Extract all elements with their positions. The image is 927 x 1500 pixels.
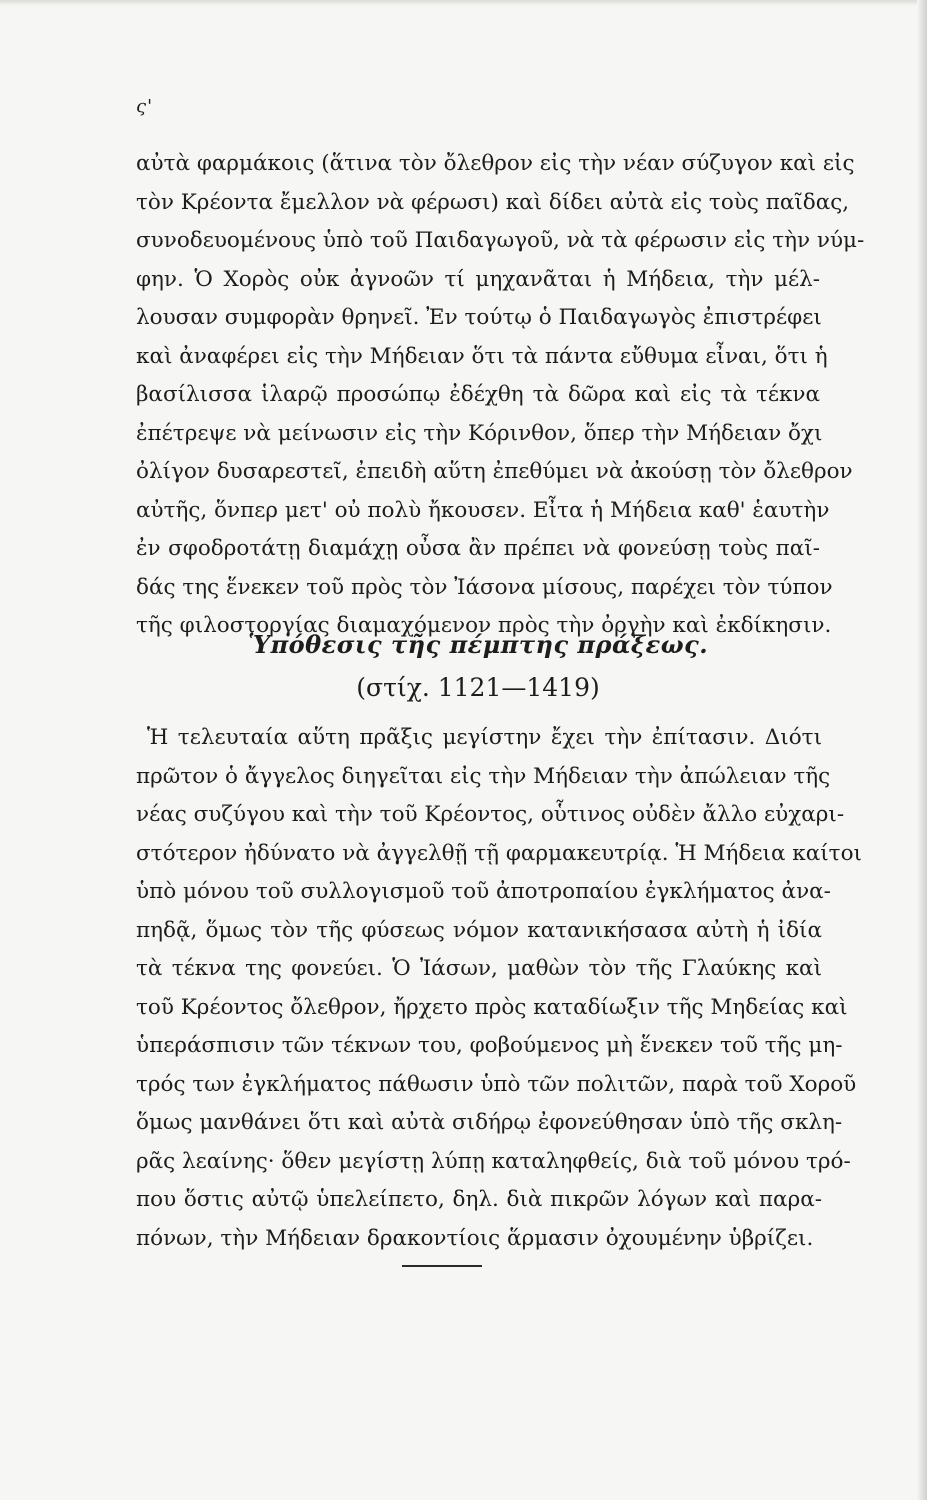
page-number: ς' [136,96,154,117]
text-line: ὑπὸ μόνου τοῦ συλλογισμοῦ τοῦ ἀποτροπαίου ἐγκλήματος ἀνα- [136,879,831,904]
text-line: ὑπεράσπισιν τῶν τέκνων του, φοβούμενος μὴ ἕνεκεν τοῦ τῆς μη- [136,1033,843,1058]
text-line: λουσαν συμφορὰν θρηνεῖ. Ἐν τούτῳ ὁ Παιδαγωγὸς ἐπιστρέφει [136,305,822,330]
act-summary-paragraph [136,719,862,1258]
summary-paragraph [136,145,865,646]
text-line: που ὅστις αὐτῷ ὑπελείπετο, δηλ. διὰ πικρῶν λόγων καὶ παρα- [136,1187,822,1212]
text-line: πηδᾷ, ὅμως τὸν τῆς φύσεως νόμον κατανικήσασα αὐτὴ ἡ ἰδία [136,917,822,943]
text-line: δάς της ἕνεκεν τοῦ πρὸς τὸν Ἰάσονα μίσους, παρέχει τὸν τύπον [136,574,833,600]
text-line: τοῦ Κρέοντος ὄλεθρον, ἤρχετο πρὸς καταδίωξιν τῆς Μηδείας καὶ [136,994,848,1020]
text-line: ὀλίγον δυσαρεστεῖ, ἐπειδὴ αὕτη ἐπεθύμει νὰ ἀκούσῃ τὸν ὄλεθρον [136,459,853,484]
page-right-edge [917,0,927,1500]
text-line: Ἡ τελευταία αὕτη πρᾶξις μεγίστην ἔχει τὴν ἐπίτασιν. Διότι [147,725,822,750]
page-top-edge [0,0,927,6]
text-line: πόνων, τὴν Μήδειαν δρακοντίοις ἅρμασιν ὀχουμένην ὑβρίζει. [136,1225,814,1251]
text-line: βασίλισσα ἱλαρῷ προσώπῳ ἐδέχθη τὰ δῶρα καὶ εἰς τὰ τέκνα [136,382,820,407]
text-line: αὐτὰ φαρμάκοις (ἅτινα τὸν ὄλεθρον εἰς τὴν νέαν σύζυγον καὶ εἰς [136,151,855,176]
section-title: Ὑπόθεσις τῆς πέμπτης πράξεως. [247,630,709,659]
text-line: τρός των ἐγκλήματος πάθωσιν ὑπὸ τῶν πολιτῶν, παρὰ τοῦ Χοροῦ [136,1071,857,1097]
text-line: τῆς φιλοστοργίας διαμαχόμενον πρὸς τὴν ὀργὴν καὶ ἐκδίκησιν. [136,613,832,638]
text-line: νέας συζύγου καὶ τὴν τοῦ Κρέοντος, οὗτινος οὐδὲν ἄλλο εὐχαρι- [136,802,845,827]
closing-rule [402,1265,482,1267]
text-line: φην. Ὁ Χορὸς οὐκ ἀγνοῶν τί μηχανᾶται ἡ Μήδεια, τὴν μέλ- [136,266,820,292]
text-line: αὐτῆς, ὅνπερ μετ' οὐ πολὺ ἤκουσεν. Εἶτα ἡ Μήδεια καθ' ἑαυτὴν [136,497,830,523]
text-line: ὅμως μανθάνει ὅτι καὶ αὐτὰ σιδήρῳ ἐφονεύθησαν ὑπὸ τῆς σκλη- [136,1110,843,1135]
text-line: ἐν σφοδροτάτῃ διαμάχῃ οὖσα ἂν πρέπει νὰ φονεύσῃ τοὺς παῖ- [136,536,820,561]
text-line: συνοδευομένους ὑπὸ τοῦ Παιδαγωγοῦ, νὰ τὰ φέρωσιν εἰς τὴν νύμ- [136,228,865,253]
verse-range: (στίχ. 1121—1419) [356,673,600,702]
text-line: ρᾶς λεαίνης· ὅθεν μεγίστῃ λύπῃ καταληφθείς, διὰ τοῦ μόνου τρό- [136,1148,851,1174]
text-line: τὸν Κρέοντα ἔμελλον νὰ φέρωσι) καὶ δίδει αὐτὰ εἰς τοὺς παῖδας, [136,189,850,215]
text-line: καὶ ἀναφέρει εἰς τὴν Μήδειαν ὅτι τὰ πάντα εὔθυμα εἶναι, ὅτι ἡ [136,343,828,369]
text-line: στότερον ἠδύνατο νὰ ἀγγελθῇ τῇ φαρμακευτρίᾳ. Ἡ Μήδεια καίτοι [136,840,862,866]
text-line: πρῶτον ὁ ἄγγελος διηγεῖται εἰς τὴν Μήδειαν τὴν ἀπώλειαν τῆς [136,763,831,789]
text-line: ἐπέτρεψε νὰ μείνωσιν εἰς τὴν Κόρινθον, ὅπερ τὴν Μήδειαν ὄχι [136,420,823,446]
text-line: τὰ τέκνα της φονεύει. Ὁ Ἰάσων, μαθὼν τὸν τῆς Γλαύκης καὶ [136,956,822,981]
